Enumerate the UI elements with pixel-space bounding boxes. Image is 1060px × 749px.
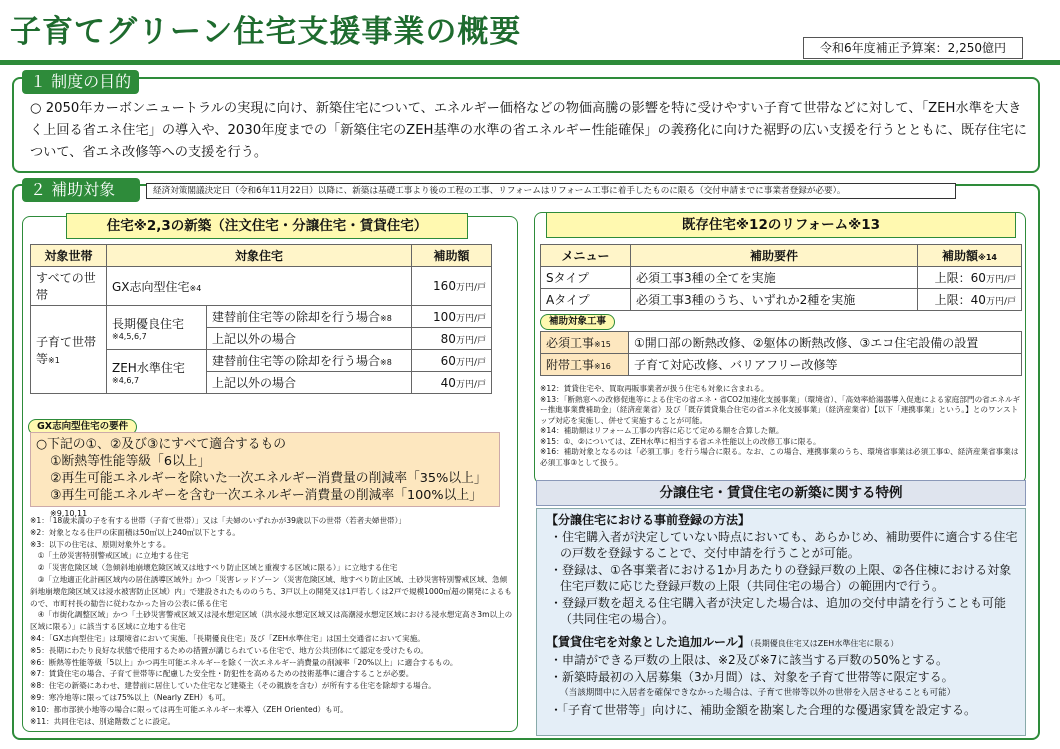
special-heading-rental: 【賃貸住宅を対象とした追加ルール】（長期優良住宅又はZEH水準住宅に限る） — [546, 634, 899, 649]
section-purpose-heading: １ 制度の目的 — [22, 70, 139, 94]
new-build-title: 住宅※2,3の新築（注文住宅・分譲住宅・賃貸住宅） — [66, 213, 468, 239]
work-ancillary: 附帯工事※16 — [541, 354, 629, 376]
cond-other: 上記以外の場合 — [207, 372, 412, 394]
work-required-desc: ①開口部の断熱改修、②躯体の断熱改修、③エコ住宅設備の設置 — [629, 332, 1022, 354]
col-amount: 補助額 — [412, 245, 492, 267]
house-long-life: 長期優良住宅 ※4,5,6,7 — [107, 306, 207, 350]
footnote: ※8：住宅の新築にあわせ、建替前に居住していた住宅など建築主（その親族を含む）が所有する住宅を除却する場合。 — [30, 681, 436, 691]
gx-requirements-label: GX志向型住宅の要件 — [28, 419, 137, 435]
footnote: ※12：賃貸住宅や、買取再販事業者が扱う住宅も対象に含まれる。 — [540, 384, 769, 393]
footnote: ※3：以下の住宅は、原則対象外とする。 — [30, 539, 171, 549]
footnote: ※10：都市部狭小地等の場合に限っては再生可能エネルギー未導入（ZEH Oriented）も可。 — [30, 704, 348, 714]
amount-a: 上限：40万円/戸 — [918, 289, 1022, 311]
section-subsidy-heading: ２ 補助対象 — [22, 178, 140, 202]
req-a: 必須工事3種のうち、いずれか2種を実施 — [631, 289, 918, 311]
footnote: ※15：①、②については、ZEH水準に相当する省エネ性能以上の改修工事に限る。 — [540, 436, 821, 446]
footnote: ※1：「18歳未満の子を有する世帯（子育て世帯）」又は「夫婦のいずれかが39歳以下の世帯（若者夫婦世帯）」 — [30, 516, 407, 525]
col-house: 対象住宅 — [107, 245, 412, 267]
footnote: ※13：「断熱窓への改修促進等による住宅の省エネ・省CO2加速化支援事業」（環境省）、「高効率給湯器導入促進による家庭部門の省エネルギー推進事業費補助金」（経済産業省）及び「既存賃貸集合住宅の省エネ化支援事業」（経済産業省）【以下「連携事業」という。】とのワンストップ対応を実施し、併せて実施することが可能。 — [540, 394, 1021, 425]
special-bullet: ・申請ができる戸数の上限は、※2及び※7に該当する戸数の50%とする。 — [550, 653, 949, 667]
cond-demolish: 建替前住宅等の除却を行う場合※8 — [207, 350, 412, 372]
footnote: ※16：補助対象となるのは「必須工事」を行う場合に限る。なお、この場合、連携事業のうち、環境省事業は必須工事①、経済産業省事業は必須工事③として扱う。 — [540, 447, 1019, 467]
house-gx: GX志向型住宅※4 — [107, 267, 412, 306]
title-underline — [0, 60, 1060, 65]
amount-zeh-demolish: 60万円/戸 — [412, 350, 492, 372]
special-bullet: ・登録戸数を超える住宅購入者が決定した場合は、追加の交付申請を行うことも可能（共同住宅の場合）。 — [550, 595, 1007, 626]
work-table — [540, 331, 1022, 376]
special-bullet: ・「子育て世帯等」向けに、補助金額を勘案した合理的な優遇家賃を設定する。 — [550, 702, 977, 717]
amount-long-other: 80万円/戸 — [412, 328, 492, 350]
household-child: 子育て世帯等※1 — [31, 306, 107, 394]
footnote: ※14：補助額はリフォーム工事の内容に応じて定める額を合算した額。 — [540, 426, 784, 435]
reform-table — [540, 244, 1022, 311]
work-ancillary-desc: 子育て対応改修、バリアフリー改修等 — [629, 354, 1022, 376]
footnote: ※9：寒冷地等に限っては75%以上（Nearly ZEH）も可。 — [30, 692, 231, 702]
footnote: ※2：対象となる住戸の床面積は50㎡以上240㎡以下とする。 — [30, 527, 241, 537]
house-zeh: ZEH水準住宅 ※4,6,7 — [107, 350, 207, 394]
cond-demolish: 建替前住宅等の除却を行う場合※8 — [207, 306, 412, 328]
footnotes-right — [540, 384, 1024, 468]
col-household: 対象世帯 — [31, 245, 107, 267]
gx-line-1: ○下記の①、②及び③にすべて適合するもの — [36, 437, 287, 452]
special-text — [546, 512, 1022, 718]
col-menu: メニュー — [541, 245, 631, 267]
new-build-table — [30, 244, 492, 394]
footnote: ③「立地適正化計画区域内の居住誘導区域外」かつ「災害レッドゾーン（災害危険区域、地すべり防止区域、土砂災害特別警戒区域、急傾斜地崩壊危険区域又は浸水被害防止区域）内」で建設されたもののうち、3戸以上の開発又は1戸若しくは2戸で規模1000㎡超の開発によるもので、市町村長の勧告に従わなかった旨の公表に係る住宅 — [30, 574, 512, 608]
special-bullet: ・新築時最初の入居募集（3か月間）は、対象を子育て世帯等に限定する。 — [550, 669, 954, 684]
amount-gx: 160万円/戸 — [412, 267, 492, 306]
page-title: 子育てグリーン住宅支援事業の概要 — [10, 14, 522, 50]
gx-line-4: ③再生可能エネルギーを含む一次エネルギー消費量の削減率「100%以上」※9,10,11 — [50, 488, 482, 518]
special-bullet: ・登録は、①各事業者における1か月あたりの登録戸数の上限、②各住棟における対象住宅戸数に応じた登録戸数の上限（共同住宅の場合）の範囲内で行う。 — [550, 562, 1012, 593]
special-title: 分譲住宅・賃貸住宅の新築に関する特例 — [536, 480, 1026, 506]
amount-zeh-other: 40万円/戸 — [412, 372, 492, 394]
gx-requirements-box — [30, 432, 500, 518]
budget-badge: 令和6年度補正予算案：2,250億円 — [803, 37, 1023, 59]
amount-s: 上限：60万円/戸 — [918, 267, 1022, 289]
cond-other: 上記以外の場合 — [207, 328, 412, 350]
work-label: 補助対象工事 — [540, 314, 615, 330]
footnote: ①「土砂災害特別警戒区域」に立地する住宅 — [30, 551, 189, 561]
special-heading-sale: 【分譲住宅における事前登録の方法】 — [546, 513, 751, 527]
menu-s: Sタイプ — [541, 267, 631, 289]
subsidy-note: 経済対策閣議決定日（令和6年11月22日）以降に、新築は基礎工事より後の工程の工事、リフォームはリフォーム工事に着手したものに限る（交付申請までに事業者登録が必要）。 — [146, 183, 956, 199]
col-requirement: 補助要件 — [631, 245, 918, 267]
footnote: ※11：共同住宅は、別途階数ごとに設定。 — [30, 716, 176, 726]
req-s: 必須工事3種の全てを実施 — [631, 267, 918, 289]
household-all: すべての世帯 — [31, 267, 107, 306]
col-reform-amount: 補助額※14 — [918, 245, 1022, 267]
reform-title: 既存住宅※12のリフォーム※13 — [546, 212, 1016, 238]
footnote: ②「災害危険区域（急傾斜地崩壊危険区域又は地すべり防止区域と重複する区域に限る）」に立地する住宅 — [30, 563, 398, 573]
gx-line-2: ①断熱等性能等級「6以上」 — [50, 454, 211, 469]
gx-line-3: ②再生可能エネルギーを除いた一次エネルギー消費量の削減率「35%以上」 — [50, 471, 487, 486]
work-required: 必須工事※15 — [541, 332, 629, 354]
footnote: ※7：賃貸住宅の場合、子育て世帯等に配慮した安全性・防犯性を高めるための技術基準に適合することが必要。 — [30, 669, 414, 679]
amount-long-demolish: 100万円/戸 — [412, 306, 492, 328]
menu-a: Aタイプ — [541, 289, 631, 311]
footnote: ④「市街化調整区域」かつ「土砂災害警戒区域又は浸水想定区域（洪水浸水想定区域又は高潮浸水想定区域における浸水想定高さ3m以上の区域に限る）」に該当する区域に立地する住宅 — [30, 610, 513, 632]
footnote: ※5：長期にわたり良好な状態で使用するための措置が講じられている住宅で、地方公共団体にて認定を受けたもの。 — [30, 645, 429, 655]
footnotes-left — [30, 515, 514, 727]
footnote: ※4：「GX志向型住宅」は環境省において実施、「長期優良住宅」及び「ZEH水準住宅」は国土交通省において実施。 — [30, 633, 425, 643]
special-bullet: ・住宅購入者が決定していない時点においても、あらかじめ、補助要件に適合する住宅の戸数を登録することで、交付申請を行うことが可能。 — [550, 529, 1018, 560]
purpose-text: ○ 2050年カーボンニュートラルの実現に向け、新築住宅について、エネルギー価格などの物価高騰の影響を特に受けやすい子育て世帯などに対して、「ZEH水準を大きく上回る省エネ住宅」の導入や、2030年度までの「新築住宅のZEH基準の水準の省エネルギー性能確保」の義務化に向けた裾野の広い支援を行うとともに、既存住宅について、省エネ改修等への支援を行う。 — [30, 101, 1027, 160]
footnote: ※6：断熱等性能等級「5以上」かつ再生可能エネルギーを除く一次エネルギー消費量の削減率「20%以上」に適合するもの。 — [30, 657, 458, 667]
special-subnote: （当該期間中に入居者を確保できなかった場合は、子育て世帯等以外の世帯を入居させることも可能） — [560, 688, 956, 698]
